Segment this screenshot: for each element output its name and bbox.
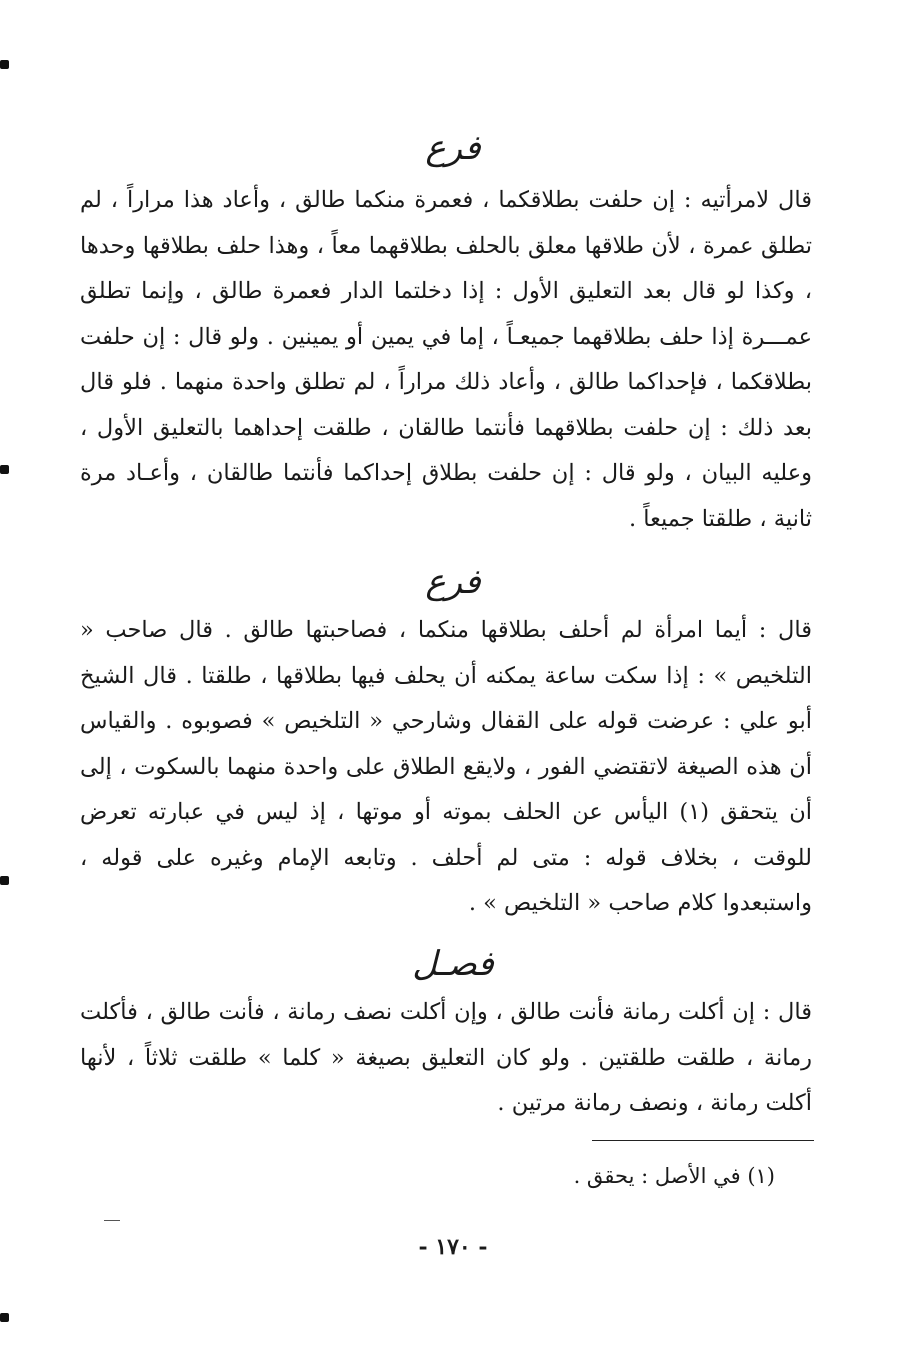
paragraph: قال لامرأتيه : إن حلفت بطلاقكما ، فعمرة منكما طالق ، وأعاد هذا مراراً ، لم تطلق عمرة ، لأن طلاقها معلق بالحلف بطلاقهما معاً ، وهذا حلف بطلاقها وحدها ، وكذا لو قال بعد التعليق الأول : إذا دخلتما الدار فعمرة طالق ، وإنما تطلق عمـــرة إذا حلف بطلاقهما جميعـاً ، إما في يمين أو يمينين . ولو قال : إن حلفت بطلاقكما ، فإحداكما طالق ، وأعاد ذلك مراراً ، لم تطلق واحدة منهما . فلو قال بعد ذلك : إن حلفت بطلاقهما فأنتما طالقان ، طلقت إحداهما بالتعليق الأول ، وعليه البيان ، ولو قال : إن حلفت بطلاق إحداكما فأنتما طالقان ، وأعـاد مرة ثانية ، طلقتا جميعاً . bbox=[80, 187, 812, 532]
section-heading: فصـل bbox=[412, 944, 494, 984]
footnote-divider bbox=[592, 1140, 814, 1141]
paragraph: قال : أيما امرأة لم أحلف بطلاقها منكما ، فصاحبتها طالق . قال صاحب « التلخيص » : إذا سكت ساعة يمكنه أن يحلف فيها بطلاقها ، طلقتا . قال الشيخ أبو علي : عرضت قوله على القفال وشارحي « التلخيص » فصوبوه . والقياس أن هذه الصيغة لاتقتضي الفور ، ولايقع الطلاق على واحدة منهما بالسكوت ، إلى أن يتحقق (١) اليأس عن الحلف بموته أو موتها ، إذ ليس في عبارته تعرض للوقت ، بخلاف قوله : متى لم أحلف . وتابعه الإمام وغيره على قوله ، واستبعدوا كلام صاحب « التلخيص » . bbox=[80, 617, 812, 916]
section-heading: فرع bbox=[425, 128, 481, 168]
footnote: (١) في الأصل : يحقق . bbox=[573, 1164, 775, 1188]
stray-mark bbox=[104, 1220, 120, 1221]
scan-edge-mark bbox=[0, 1313, 9, 1322]
section-heading: فرع bbox=[425, 562, 481, 602]
page-number: - ١٧٠ - bbox=[418, 1234, 488, 1260]
paragraph: قال : إن أكلت رمانة فأنت طالق ، وإن أكلت نصف رمانة ، فأنت طالق ، فأكلت رمانة ، طلقت طلقتين . ولو كان التعليق بصيغة « كلما » طلقت ثلاثاً ، لأنها أكلت رمانة ، ونصف رمانة مرتين . bbox=[80, 999, 812, 1116]
scan-edge-mark bbox=[0, 876, 9, 885]
scan-edge-mark bbox=[0, 465, 9, 474]
scan-edge-mark bbox=[0, 60, 9, 69]
